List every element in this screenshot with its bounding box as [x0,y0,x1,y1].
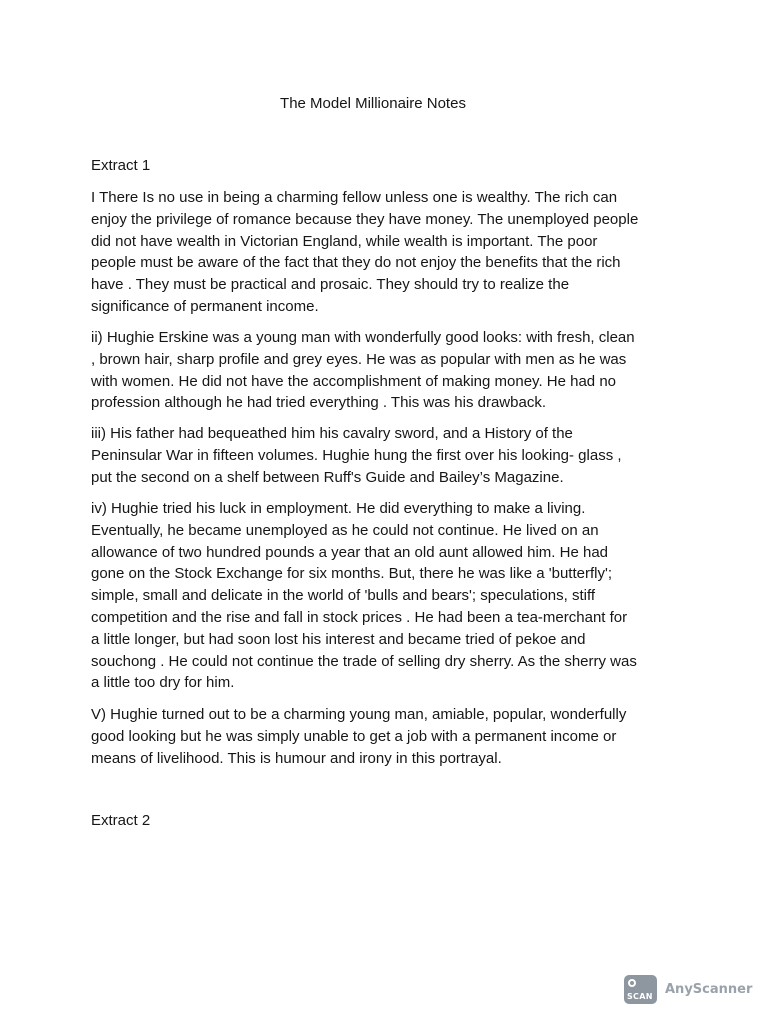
note-paragraph-3 [91,423,691,488]
note-line: significance of permanent income. [91,297,319,315]
note-line: a little longer, but had soon lost his interest and became tried of pekoe and [91,630,586,648]
note-line: iv) Hughie tried his luck in employment. He did everything to make a living. [91,500,586,517]
note-line: ii) Hughie Erskine was a young man with wonderfully good looks: with fresh, clean [91,329,635,346]
note-paragraph-2 [91,327,691,414]
extract-1-heading: Extract 1 [91,157,151,174]
extract-2-heading: Extract 2 [91,812,151,829]
note-line: souchong . He could not continue the trade of selling dry sherry. As the sherry was [91,652,637,670]
note-line: Peninsular War in fifteen volumes. Hughie hung the first over his looking- glass , [91,446,622,464]
note-line: profession although he had tried everything . This was his drawback. [91,394,546,412]
note-line: iii) His father had bequeathed him his cavalry sword, and a History of the [91,425,573,442]
note-line: good looking but he was simply unable to get a job with a permanent income or [91,727,617,745]
note-paragraph-4 [91,498,691,694]
lens-icon [628,979,636,987]
camera-scan-icon [624,975,657,1004]
note-line: means of livelihood. This is humour and irony in this portrayal. [91,749,502,767]
note-line: competition and the rise and fall in stock prices . He had been a tea-merchant for [91,608,628,626]
note-line: I There Is no use in being a charming fellow unless one is wealthy. The rich can [91,189,618,206]
note-line: a little too dry for him. [91,674,235,692]
note-line: gone on the Stock Exchange for six months. But, there he was like a 'butterfly'; [91,565,613,583]
note-line: Eventually, he became unemployed as he could not continue. He lived on an [91,521,599,539]
brand-name: AnyScanner [665,982,753,997]
note-line: put the second on a shelf between Ruff's Guide and Bailey’s Magazine. [91,468,564,486]
note-line: simple, small and delicate in the world of 'bulls and bears'; speculations, stiff [91,587,596,605]
page-title: The Model Millionaire Notes [280,95,466,112]
note-paragraph-5 [91,704,691,769]
note-line: enjoy the privilege of romance because they have money. The unemployed people [91,210,639,228]
scan-badge-text: SCAN [627,992,653,1001]
note-line: have . They must be practical and prosaic. They should try to realize the [91,276,570,294]
note-line: did not have wealth in Victorian England, while wealth is important. The poor [91,232,598,250]
anyscanner-watermark [624,975,752,1004]
note-line: people must be aware of the fact that they do not enjoy the benefits that the rich [91,254,621,272]
note-line: with women. He did not have the accomplishment of making money. He had no [91,372,616,390]
note-line: V) Hughie turned out to be a charming young man, amiable, popular, wonderfully [91,706,627,723]
note-line: , brown hair, sharp profile and grey eyes. He was as popular with men as he was [91,350,627,368]
note-line: allowance of two hundred pounds a year that an old aunt allowed him. He had [91,543,609,561]
note-paragraph-1 [91,187,691,318]
